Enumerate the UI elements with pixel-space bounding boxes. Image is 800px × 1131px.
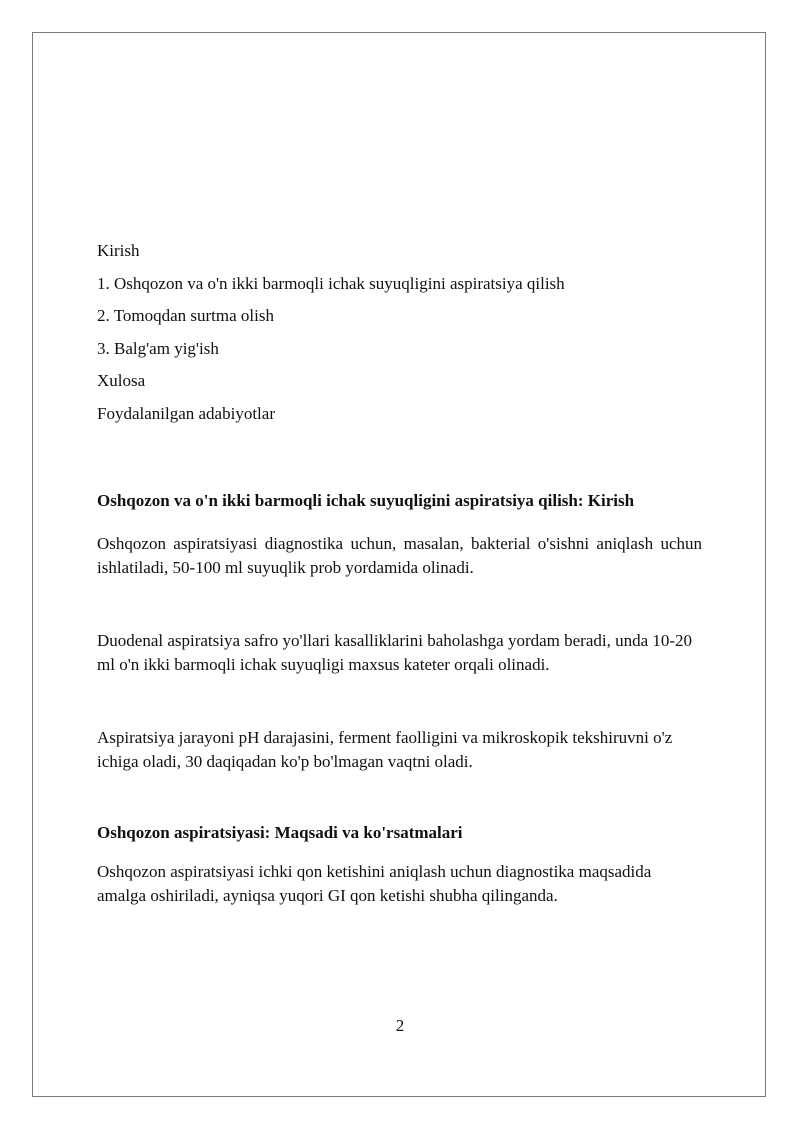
toc-item-aspiration: 1. Oshqozon va o'n ikki barmoqli ichak suyuqligini aspiratsiya qilish [97,273,565,293]
paragraph-gastric-purpose: Oshqozon aspiratsiyasi ichki qon ketishini aniqlash uchun diagnostika maqsadida amalga oshiriladi, ayniqsa yuqori GI qon ketishi shubha qilinganda. [97,861,652,905]
section-heading-gastric-purpose: Oshqozon aspiratsiyasi: Maqsadi va ko'rsatmalari [97,822,463,842]
toc-item-references: Foydalanilgan adabiyotlar [97,403,275,423]
paragraph-aspiration-process: Aspiratsiya jarayoni pH darajasini, ferment faolligini va mikroskopik tekshiruvni o'z ichiga oladi, 30 daqiqadan ko'p bo'lmagan vaqtni oladi. [97,727,673,771]
toc-item-throat-swab: 2. Tomoqdan surtma olish [97,306,274,325]
toc-item-sputum: 3. Balg'am yig'ish [97,338,219,358]
table-of-contents [97,240,702,425]
paragraph-duodenal-aspiration: Duodenal aspiratsiya safro yo'llari kasalliklarini baholashga yordam beradi, unda 10-20 ml o'n ikki barmoqli ichak suyuqligi maxsus kateter orqali olinadi. [97,630,693,674]
toc-item-introduction: Kirish [97,241,140,260]
document-body [97,240,702,909]
toc-item-conclusion: Xulosa [97,371,146,390]
paragraph-gastric-aspiration: Oshqozon aspiratsiyasi diagnostika uchun, masalan, bakterial o'sishni aniqlash uchun ishlatiladi, 50-100 ml suyuqlik prob yordamida olinadi. [97,533,702,577]
page-number: 2 [395,1016,405,1035]
section-heading-aspiration-intro: Oshqozon va o'n ikki barmoqli ichak suyuqligini aspiratsiya qilish: Kirish [97,490,635,510]
